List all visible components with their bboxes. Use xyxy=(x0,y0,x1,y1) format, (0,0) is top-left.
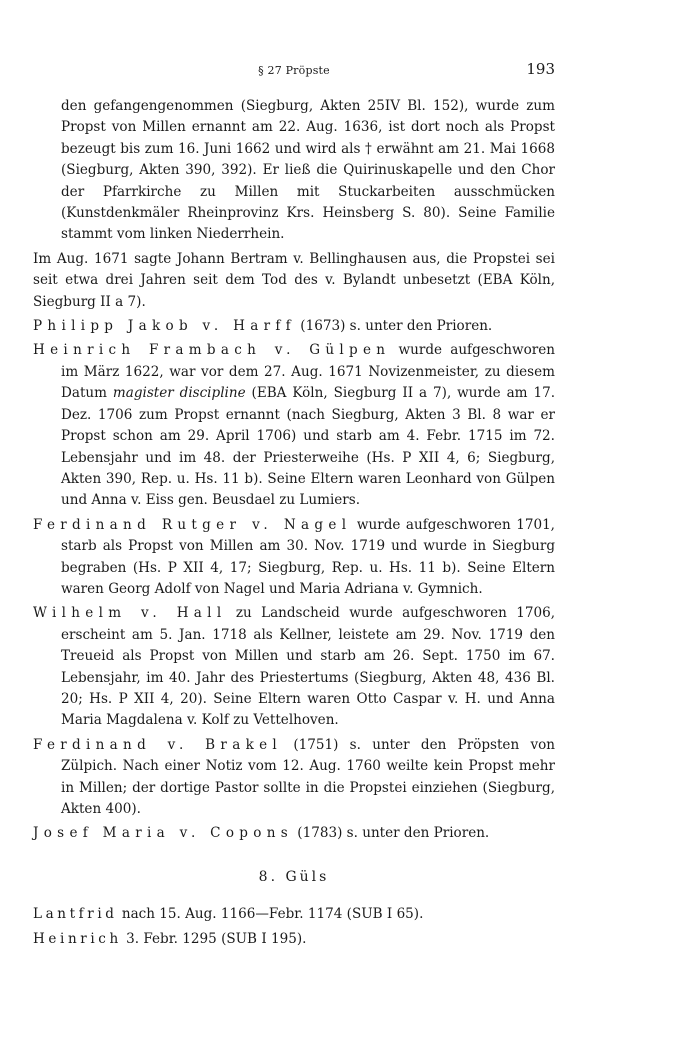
paragraph-text: den gefangengenommen (Siegburg, Akten 25IV Bl. 152), wurde zum Propst von Millen ernannt am 22. Aug. 1636, ist dort noch als Propst bezeugt bis zum 16. Juni 1662 und wird als † erwähnt am 21. Mai 1668 (Siegburg, Akten 390, 392). Er ließ die Quirinuskapelle und den Chor der Pfarrkirche zu Millen mit Stuckarbeiten ausschmücken (Kunstdenkmäler Rheinprovinz Krs. Heinsberg S. 80). Seine Familie stammt vom linken Niederrhein. xyxy=(61,98,555,243)
section-heading: 8. Güls xyxy=(258,868,330,885)
entry-name: Wilhelm v. Hall xyxy=(33,605,227,622)
entry-text: nach 15. Aug. 1166—Febr. 1174 (SUB I 65). xyxy=(117,906,424,923)
entry-text: (1751) s. unter den Pröpsten von Zülpich. Nach einer Notiz vom 12. Aug. 1760 weilte kein Propst mehr in Millen; der dortige Pastor sollte in die Propstei einziehen (Siegburg, Akten 400). xyxy=(61,736,555,817)
entry-name: Philipp Jakob v. Harff xyxy=(33,318,296,335)
entry-heinrich-frambach-v-guelpen xyxy=(33,340,555,511)
paragraph-aug-1671 xyxy=(33,249,555,313)
entry-ferdinand-v-brakel xyxy=(33,735,555,821)
entry-text: zu Landscheid wurde aufgeschworen 1706, erscheint am 5. Jan. 1718 als Kellner, leistete am 29. Nov. 1719 den Treueid als Propst von Millen und starb am 26. Sept. 1750 im 67. Lebensjahr, im 40. Jahr des Priestertums (Siegburg, Akten 48, 436 Bl. 20; Hs. P XII 4, 20). Seine Eltern waren Otto Caspar v. H. und Anna Maria Magdalena v. Kolf zu Vettelhoven. xyxy=(61,605,555,729)
entry-text: (1783) s. unter den Prioren. xyxy=(293,825,490,842)
entry-ferdinand-rutger-v-nagel xyxy=(33,515,555,601)
entry-name: Ferdinand v. Brakel xyxy=(33,736,283,753)
paragraph-text: Im Aug. 1671 sagte Johann Bertram v. Bellinghausen aus, die Propstei sei seit etwa drei Jahren seit dem Tod des v. Bylandt unbesetzt (EBA Köln, Siegburg II a 7). xyxy=(33,250,555,310)
running-head xyxy=(33,56,555,96)
entry-text: 3. Febr. 1295 (SUB I 195). xyxy=(121,930,307,947)
entry-name: Lantfrid xyxy=(33,906,118,923)
entry-philipp-jakob-v-harff xyxy=(33,316,555,337)
entry-name: Heinrich xyxy=(33,930,122,947)
paragraph-continuation xyxy=(33,96,555,246)
entry-text: wurde aufgeschworen 1701, starb als Propst von Millen am 30. Nov. 1719 und wurde in Siegburg begraben (Hs. P XII 4, 17; Siegburg, Rep. u. Hs. 11 b). Seine Eltern waren Georg Adolf von Nagel und Maria Adriana v. Gymnich. xyxy=(61,516,555,597)
page-number: 193 xyxy=(526,60,555,78)
entry-name: Ferdinand Rutger v. Nagel xyxy=(33,516,352,533)
entry-wilhelm-v-hall xyxy=(33,603,555,731)
entry-text: wurde aufgeschworen im März 1622, war vor dem 27. Aug. 1671 Novizenmeister, zu diesem Datum xyxy=(61,342,555,402)
running-title: § 27 Pröpste xyxy=(258,64,330,77)
entry-name: Heinrich Frambach v. Gülpen xyxy=(33,342,391,359)
entry-heinrich-guels xyxy=(33,929,555,950)
entry-name: Josef Maria v. Copons xyxy=(33,825,293,842)
entry-text: (1673) s. unter den Prioren. xyxy=(296,318,493,335)
entry-josef-maria-v-copons xyxy=(33,823,555,844)
page xyxy=(33,0,555,950)
entry-text: (EBA Köln, Siegburg II a 7), wurde am 17. Dez. 1706 zum Propst ernannt (nach Siegburg, Akten 3 Bl. 8 war er Propst schon am 29. April 1706) und starb am 4. Febr. 1715 im 72. Lebensjahr und im 48. der Priesterweihe (Hs. P XII 4, 6; Siegburg, Akten 390, Rep. u. Hs. 11 b). Seine Eltern waren Leonhard von Gülpen und Anna v. Eiss gen. Beusdael zu Lumiers. xyxy=(61,385,556,509)
entry-italic-term: magister discipline xyxy=(112,385,246,402)
body-text xyxy=(33,96,555,950)
entry-lantfrid xyxy=(33,904,555,925)
